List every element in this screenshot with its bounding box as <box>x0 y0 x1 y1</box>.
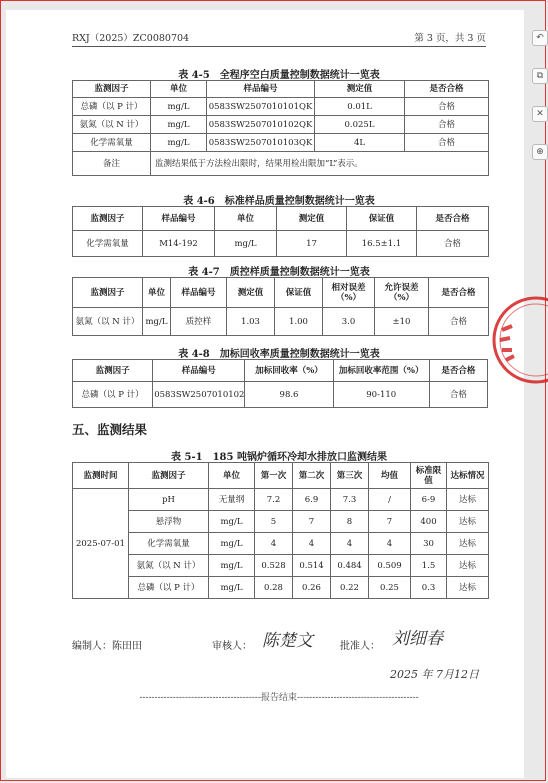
table-row <box>73 152 489 176</box>
cell: 0.28 <box>255 577 293 599</box>
header-cell: 达标情况 <box>447 463 489 489</box>
header-cell: 测定值 <box>277 207 347 231</box>
reviewer-signature: 陈楚文 <box>262 631 313 651</box>
cell: 4 <box>369 533 411 555</box>
header-cell: 第三次 <box>331 463 369 489</box>
cell: 400 <box>411 511 447 533</box>
table-4-6 <box>72 206 489 257</box>
header-cell: 保证值 <box>347 207 417 231</box>
cell: 0583SW2507010102QK <box>207 116 315 134</box>
table-row <box>73 489 489 511</box>
header-cell: 是否合格 <box>405 81 489 98</box>
note-text: 监测结果低于方法检出限时，结果用检出限加“L”表示。 <box>151 152 489 176</box>
cell: 0583SW2507010103QK <box>207 134 315 152</box>
cell: mg/L <box>209 555 255 577</box>
cell: 3.0 <box>323 308 375 336</box>
header-cell: 加标回收率范围（%） <box>333 360 429 382</box>
cell: M14-192 <box>143 231 215 257</box>
cell: 无量纲 <box>209 489 255 511</box>
cell: 8 <box>331 511 369 533</box>
header-cell: 标准限值 <box>411 463 447 489</box>
table-5-1-caption: 表 5-1 185 吨锅炉循环冷却水排放口监测结果 <box>171 452 387 463</box>
cell: 4 <box>293 533 331 555</box>
approver-label: 批准人： <box>340 641 380 652</box>
cell: mg/L <box>151 116 207 134</box>
cell: 90-110 <box>333 382 429 408</box>
cell: 合格 <box>405 98 489 116</box>
table-4-5-caption: 表 4-5 全程序空白质量控制数据统计一览表 <box>178 70 380 81</box>
header-cell: 监测因子 <box>73 81 151 98</box>
cell: 1.5 <box>411 555 447 577</box>
header-cell: 是否合格 <box>429 278 489 308</box>
header-cell: 单位 <box>151 81 207 98</box>
header-cell: 是否合格 <box>417 207 489 231</box>
cell: 总磷（以 P 计） <box>73 98 151 116</box>
header-cell: 均值 <box>369 463 411 489</box>
cell: 0.509 <box>369 555 411 577</box>
header-cell: 第一次 <box>255 463 293 489</box>
cell: 化学需氧量 <box>129 533 209 555</box>
cell: 7.3 <box>331 489 369 511</box>
cell: 氨氮（以 N 计） <box>73 308 143 336</box>
header-cell: 样品编号 <box>143 207 215 231</box>
cell: 6.9 <box>293 489 331 511</box>
cell: 30 <box>411 533 447 555</box>
cell: 达标 <box>447 511 489 533</box>
header-cell: 相对误差（%） <box>323 278 375 308</box>
cell: 0.25 <box>369 577 411 599</box>
table-row <box>73 98 489 116</box>
header-cell: 测定值 <box>315 81 405 98</box>
cell: 7 <box>369 511 411 533</box>
table-4-8-caption: 表 4-8 加标回收率质量控制数据统计一览表 <box>178 349 380 360</box>
cell: mg/L <box>209 577 255 599</box>
cell: 0.22 <box>331 577 369 599</box>
cell: 质控样 <box>171 308 227 336</box>
cell: 0.528 <box>255 555 293 577</box>
cell: 氨氮（以 N 计） <box>129 555 209 577</box>
cell: 达标 <box>447 533 489 555</box>
cell: 总磷（以 P 计） <box>129 577 209 599</box>
table-4-8 <box>72 359 488 408</box>
zoom-icon[interactable]: ⊕ <box>532 144 548 160</box>
cell: 氨氮（以 N 计） <box>73 116 151 134</box>
header-cell: 允许误差（%） <box>375 278 429 308</box>
header-cell: 样品编号 <box>153 360 245 382</box>
table-5-1 <box>72 462 489 599</box>
header-cell: 是否合格 <box>429 360 487 382</box>
cell: 0583SW2507010101QK <box>207 98 315 116</box>
trash-icon[interactable]: ✕ <box>532 106 548 122</box>
cell: 合格 <box>429 382 487 408</box>
doc-number: RXJ（2025）ZC0080704 <box>72 33 190 44</box>
table-4-6-caption: 表 4-6 标准样品质量控制数据统计一览表 <box>183 196 375 207</box>
cell: pH <box>129 489 209 511</box>
header-cell: 加标回收率（%） <box>245 360 333 382</box>
header-cell: 第二次 <box>293 463 331 489</box>
table-row <box>73 308 489 336</box>
header-cell: 样品编号 <box>171 278 227 308</box>
header-cell: 监测因子 <box>73 360 153 382</box>
cell: 4 <box>331 533 369 555</box>
compiler-label: 编制人：陈田田 <box>72 641 142 652</box>
table-4-5 <box>72 80 489 176</box>
cell: 16.5±1.1 <box>347 231 417 257</box>
table-row <box>73 116 489 134</box>
cell: 总磷（以 P 计） <box>73 382 153 408</box>
cell: 0.3 <box>411 577 447 599</box>
table-row <box>73 533 489 555</box>
cell: mg/L <box>215 231 277 257</box>
cell: 合格 <box>429 308 489 336</box>
company-seal-icon <box>488 290 548 390</box>
table-row <box>73 555 489 577</box>
table-row <box>73 134 489 152</box>
header-cell: 单位 <box>215 207 277 231</box>
approver-signature: 刘细春 <box>392 629 443 649</box>
table-row <box>73 231 489 257</box>
header-cell: 监测时间 <box>73 463 129 489</box>
cell: 1.00 <box>275 308 323 336</box>
cell: 达标 <box>447 577 489 599</box>
cell: 7 <box>293 511 331 533</box>
header-cell: 监测因子 <box>129 463 209 489</box>
cell: / <box>369 489 411 511</box>
copy-icon[interactable]: ⧉ <box>532 68 548 84</box>
section-title: 五、监测结果 <box>72 422 148 437</box>
right-toolbar <box>532 30 548 182</box>
table-row <box>73 382 488 408</box>
cell: 合格 <box>405 116 489 134</box>
note-label: 备注 <box>73 152 151 176</box>
signature-date: 2025 年 7月12日 <box>390 668 479 681</box>
cell: 1.03 <box>227 308 275 336</box>
cell: 6-9 <box>411 489 447 511</box>
table-row <box>73 577 489 599</box>
cell: 17 <box>277 231 347 257</box>
table-4-7-caption: 表 4-7 质控样质量控制数据统计一览表 <box>188 267 370 278</box>
cell: 7.2 <box>255 489 293 511</box>
cell: mg/L <box>209 511 255 533</box>
report-end-line: ----------------------------------------报告结束---------------------------------------- <box>139 693 419 703</box>
page-number: 第 3 页，共 3 页 <box>414 33 486 44</box>
cell: ±10 <box>375 308 429 336</box>
header-cell: 单位 <box>209 463 255 489</box>
cell: 化学需氧量 <box>73 231 143 257</box>
cell: 98.6 <box>245 382 333 408</box>
cell: 0.26 <box>293 577 331 599</box>
cell: mg/L <box>151 98 207 116</box>
cell: 0.01L <box>315 98 405 116</box>
date-cell: 2025-07-01 <box>73 489 129 599</box>
cell: 0.025L <box>315 116 405 134</box>
cell: 化学需氧量 <box>73 134 151 152</box>
header-cell: 监测因子 <box>73 278 143 308</box>
table-4-7 <box>72 277 489 336</box>
header-cell: 测定值 <box>227 278 275 308</box>
cell: 合格 <box>405 134 489 152</box>
cell: 4 <box>255 533 293 555</box>
undo-icon[interactable]: ↶ <box>532 30 548 46</box>
cell: 合格 <box>417 231 489 257</box>
cell: mg/L <box>209 533 255 555</box>
cell: 达标 <box>447 555 489 577</box>
header-cell: 监测因子 <box>73 207 143 231</box>
cell: 0583SW2507010102 <box>153 382 245 408</box>
cell: 5 <box>255 511 293 533</box>
cell: mg/L <box>143 308 171 336</box>
header-cell: 保证值 <box>275 278 323 308</box>
cell: 4L <box>315 134 405 152</box>
cell: 达标 <box>447 489 489 511</box>
page-header <box>72 30 486 47</box>
cell: 悬浮物 <box>129 511 209 533</box>
header-cell: 单位 <box>143 278 171 308</box>
cell: 0.514 <box>293 555 331 577</box>
header-cell: 样品编号 <box>207 81 315 98</box>
table-row <box>73 511 489 533</box>
cell: 0.484 <box>331 555 369 577</box>
reviewer-label: 审核人： <box>212 641 252 652</box>
cell: mg/L <box>151 134 207 152</box>
